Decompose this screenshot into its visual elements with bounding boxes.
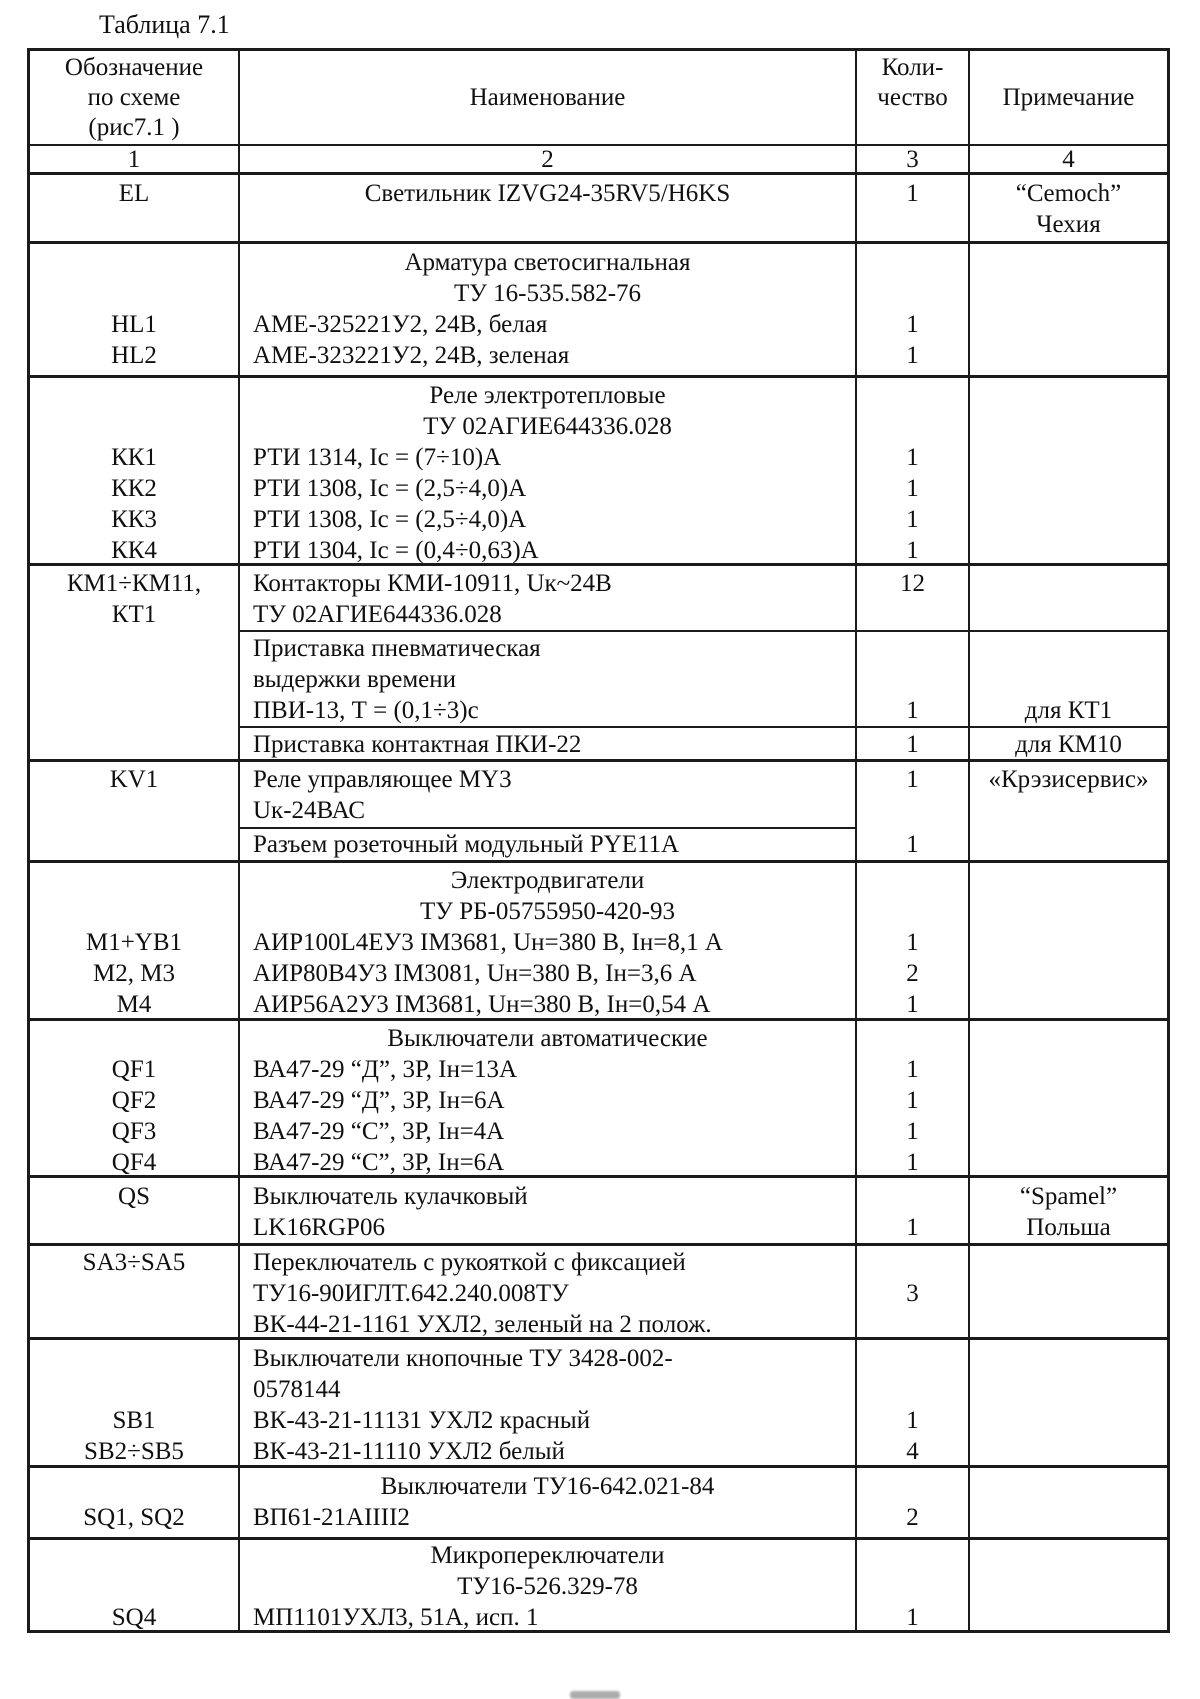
name-line: АМЕ-323221У2, 24В, зеленая xyxy=(253,342,570,369)
designation: EL xyxy=(118,180,150,207)
kv-subrows xyxy=(238,762,1167,860)
qty-value: 1 xyxy=(906,311,919,338)
name-cell xyxy=(240,632,855,726)
spacer-line xyxy=(30,1374,238,1405)
km-subrows xyxy=(238,566,1167,759)
designation: КМ1÷КМ11, xyxy=(66,570,202,597)
name-cell xyxy=(238,175,855,241)
designation: SQ1, SQ2 xyxy=(83,1504,185,1531)
designation: КК1 xyxy=(111,444,157,471)
header-name-label: Наименование xyxy=(469,83,626,111)
col-number: 1 xyxy=(127,146,141,173)
qty-value: 3 xyxy=(906,1280,919,1307)
table-row-sq4 xyxy=(30,1537,1167,1630)
header-qty-line: чество xyxy=(877,84,948,111)
group-title: Арматура светосигнальная xyxy=(404,249,691,276)
qty-value: 12 xyxy=(900,570,925,597)
name-cell xyxy=(238,1340,855,1465)
col-number-cell xyxy=(30,146,238,172)
designation-cell xyxy=(30,1468,238,1537)
qty-value: 1 xyxy=(906,180,919,207)
qty-value: 1 xyxy=(906,731,919,758)
designation: KV1 xyxy=(109,766,159,793)
col-number: 2 xyxy=(541,146,554,173)
name-line: Контакторы КМИ-10911, Uк~24В xyxy=(253,570,612,597)
designation-cell xyxy=(30,1246,238,1337)
note-cell xyxy=(968,1468,1167,1537)
name-line: выдержки времени xyxy=(253,666,457,693)
note-cell xyxy=(968,762,1167,827)
group-subtitle: ТУ16-526.329-78 xyxy=(457,1573,638,1600)
designation-cell xyxy=(30,1340,238,1465)
kv-relay-subrow xyxy=(240,762,1167,827)
spacer-line xyxy=(857,865,968,896)
spacer-line xyxy=(30,380,238,411)
table-row-qs xyxy=(30,1175,1167,1243)
designation-cell xyxy=(30,175,238,241)
spacer-line xyxy=(30,1023,238,1054)
qty-cell xyxy=(855,728,968,759)
header-name-cell xyxy=(238,51,855,144)
name-line: ВК-43-21-11110 УХЛ2 белый xyxy=(253,1438,565,1465)
name-line: РТИ 1314, Iс = (7÷10)А xyxy=(253,444,502,471)
qty-value: 4 xyxy=(906,1438,919,1465)
qty-value: 1 xyxy=(906,444,919,471)
name-line: Приставка контактная ПКИ-22 xyxy=(253,731,582,758)
qty-value: 1 xyxy=(906,475,919,502)
qty-cell xyxy=(855,863,968,1018)
name-line: ВА47-29 “Д”, 3Р, Iн=6А xyxy=(253,1087,505,1114)
header-qty-cell xyxy=(855,51,968,144)
table-row-kk xyxy=(30,375,1167,563)
designation: М4 xyxy=(116,991,152,1018)
designation-cell xyxy=(30,244,238,375)
spacer-line xyxy=(857,380,968,411)
spacer-line xyxy=(857,633,968,664)
group-title: Реле электротепловые xyxy=(429,382,666,409)
qty-value: 1 xyxy=(906,1214,919,1241)
note-line: «Крэзисервис» xyxy=(988,766,1149,793)
header-designation-line: по схеме xyxy=(87,84,181,111)
spacer-line xyxy=(30,1471,238,1502)
table-row-sa xyxy=(30,1243,1167,1337)
name-line: АИР56А2У3 IМ3681, Uн=380 В, Iн=0,54 А xyxy=(253,991,711,1018)
name-line: ТУ 02АГИЕ644336.028 xyxy=(253,601,502,628)
spacer-line xyxy=(970,633,1167,664)
name-cell xyxy=(238,1540,855,1630)
name-cell xyxy=(238,1468,855,1537)
col-number-cell xyxy=(855,146,968,172)
spacer-line xyxy=(857,1571,968,1602)
column-numbers-row xyxy=(30,144,1167,172)
col-number: 3 xyxy=(906,146,919,173)
name-line: ПВИ-13, Т = (0,1÷3)с xyxy=(253,697,479,724)
group-title: Выключатели ТУ16-642.021-84 xyxy=(380,1473,715,1500)
table-caption: Таблица 7.1 xyxy=(99,10,230,39)
qty-cell xyxy=(855,175,968,241)
name-line: РТИ 1304, Iс = (0,4÷0,63)А xyxy=(253,537,539,564)
spacer-line xyxy=(857,411,968,442)
name-cell xyxy=(238,1021,855,1175)
qty-cell xyxy=(855,762,968,827)
spacer-line xyxy=(30,865,238,896)
qty-cell xyxy=(855,1468,968,1537)
designation: HL1 xyxy=(111,311,157,338)
note-line: Польша xyxy=(1026,1214,1111,1241)
designation: SB2÷SB5 xyxy=(84,1438,184,1465)
table-row-el xyxy=(30,172,1167,241)
designation: SA3÷SA5 xyxy=(82,1249,186,1276)
table-row-hl xyxy=(30,241,1167,375)
col-number-cell xyxy=(238,146,855,172)
spacer-line xyxy=(30,278,238,309)
name-line: Реле управляющее MY3 xyxy=(253,766,512,793)
name-line: ВА47-29 “Д”, 3Р, Iн=13А xyxy=(253,1056,518,1083)
qty-cell xyxy=(855,1178,968,1243)
note-cell xyxy=(968,1340,1167,1465)
designation-cell xyxy=(30,1540,238,1630)
spacer-line xyxy=(857,278,968,309)
qty-cell xyxy=(855,827,968,860)
name-line: ВК-43-21-11131 УХЛ2 красный xyxy=(253,1407,591,1434)
spacer-line xyxy=(857,1247,968,1278)
note-line: для КМ10 xyxy=(1015,731,1122,758)
spacer-line xyxy=(857,1471,968,1502)
header-qty-line: Коли- xyxy=(881,54,944,81)
note-cell xyxy=(968,244,1167,375)
note-cell xyxy=(968,1540,1167,1630)
designation: HL2 xyxy=(111,342,157,369)
name-line: РТИ 1308, Iс = (2,5÷4,0)А xyxy=(253,475,527,502)
spacer-line xyxy=(857,896,968,927)
note-cell xyxy=(968,566,1167,630)
qty-value: 1 xyxy=(906,1087,919,1114)
name-cell xyxy=(238,863,855,1018)
designation-cell xyxy=(30,762,238,860)
col-number: 4 xyxy=(1062,146,1075,173)
group-subtitle: ТУ 02АГИЕ644336.028 xyxy=(423,413,672,440)
group-title: Выключатели кнопочные ТУ 3428-002- xyxy=(253,1345,673,1372)
note-line: для КТ1 xyxy=(1024,697,1113,724)
spacer-line xyxy=(30,896,238,927)
name-cell xyxy=(240,762,855,827)
kv-socket-subrow xyxy=(240,827,1167,860)
spacer-line xyxy=(30,1343,238,1374)
note-line: “Cemoch” xyxy=(1015,180,1122,207)
qty-value: 1 xyxy=(906,929,919,956)
note-cell xyxy=(968,863,1167,1018)
name-line: Разъем розеточный модульный PYE11A xyxy=(253,831,680,858)
designation-cell xyxy=(30,863,238,1018)
name-line: LK16RGP06 xyxy=(253,1214,385,1241)
spacer-line xyxy=(857,1023,968,1054)
name-line: АМЕ-325221У2, 24В, белая xyxy=(253,311,548,338)
header-note-cell xyxy=(968,51,1167,144)
page-number-partial xyxy=(570,1691,620,1699)
km-pneumatic-subrow xyxy=(240,630,1167,726)
designation: SQ4 xyxy=(111,1604,157,1631)
designation-cell xyxy=(30,566,238,759)
designation-cell xyxy=(30,378,238,563)
qty-value: 1 xyxy=(906,1407,919,1434)
spacer-line xyxy=(857,664,968,695)
qty-cell xyxy=(855,378,968,563)
designation: КТ1 xyxy=(111,601,157,628)
name-line: Uк-24ВАС xyxy=(253,797,366,824)
designation: SB1 xyxy=(112,1407,156,1434)
spacer-line xyxy=(970,664,1167,695)
name-line: РТИ 1308, Iс = (2,5÷4,0)А xyxy=(253,506,527,533)
qty-cell xyxy=(855,566,968,630)
designation: КК3 xyxy=(111,506,157,533)
group-subtitle: ТУ 16-535.582-76 xyxy=(453,280,642,307)
designation-cell xyxy=(30,1178,238,1243)
designation: QF2 xyxy=(111,1087,157,1114)
name-cell xyxy=(238,378,855,563)
spacer-line xyxy=(857,1540,968,1571)
note-cell xyxy=(968,728,1167,759)
qty-value: 1 xyxy=(906,1118,919,1145)
spacer-line xyxy=(857,1343,968,1374)
group-title: Электродвигатели xyxy=(450,867,645,894)
group-title: Выключатели автоматические xyxy=(387,1025,708,1052)
name-cell xyxy=(240,566,855,630)
name-line: ТУ16-90ИГЛТ.642.240.008ТУ xyxy=(253,1280,569,1307)
name-line: ВК-44-21-1161 УХЛ2, зеленый на 2 полож. xyxy=(253,1311,712,1338)
note-cell xyxy=(968,1178,1167,1243)
qty-value: 1 xyxy=(906,766,919,793)
designation: М2, М3 xyxy=(93,960,175,987)
qty-cell xyxy=(855,1340,968,1465)
qty-value: 1 xyxy=(906,1604,919,1631)
qty-value: 1 xyxy=(906,831,919,858)
qty-cell xyxy=(855,1540,968,1630)
name-line: Приставка пневматическая xyxy=(253,635,541,662)
qty-value: 1 xyxy=(906,1056,919,1083)
designation: QS xyxy=(118,1183,150,1210)
group-title: Микропереключатели xyxy=(430,1542,665,1569)
name-line: Переключатель с рукояткой с фиксацией xyxy=(253,1249,686,1276)
table-header-row xyxy=(30,51,1167,144)
spacer-line xyxy=(30,247,238,278)
note-cell xyxy=(968,1021,1167,1175)
name-cell xyxy=(238,1178,855,1243)
note-line: “Spamel” xyxy=(1019,1183,1118,1210)
km-contact-subrow xyxy=(240,726,1167,759)
qty-value: 1 xyxy=(906,537,919,564)
name-line: ВП61-21АIIII2 xyxy=(253,1504,410,1531)
spacer-line xyxy=(857,1181,968,1212)
designation: QF4 xyxy=(111,1149,157,1176)
note-cell xyxy=(968,632,1167,726)
header-designation-line: Обозначение xyxy=(64,54,204,81)
qty-value: 1 xyxy=(906,506,919,533)
name-cell xyxy=(240,728,855,759)
spacer-line xyxy=(857,1374,968,1405)
qty-cell xyxy=(855,632,968,726)
qty-value: 2 xyxy=(906,960,919,987)
name-line: АИР80В4У3 IМ3081, Uн=380 В, Iн=3,6 А xyxy=(253,960,697,987)
qty-cell xyxy=(855,1246,968,1337)
table-row-sq12 xyxy=(30,1465,1167,1537)
table-row-qf xyxy=(30,1018,1167,1175)
table-row-motors xyxy=(30,860,1167,1018)
components-table xyxy=(27,48,1170,1633)
table-row-km xyxy=(30,563,1167,759)
qty-cell xyxy=(855,244,968,375)
designation: QF3 xyxy=(111,1118,157,1145)
note-cell xyxy=(968,827,1167,860)
name-line: Выключатель кулачковый xyxy=(253,1183,528,1210)
qty-value: 1 xyxy=(906,991,919,1018)
group-subtitle: 0578144 xyxy=(253,1376,341,1403)
designation-cell xyxy=(30,1021,238,1175)
header-designation-cell xyxy=(30,51,238,144)
col-number-cell xyxy=(968,146,1167,172)
name-line: МП1101УХЛ3, 51А, исп. 1 xyxy=(253,1604,539,1631)
qty-value: 1 xyxy=(906,1149,919,1176)
table-row-sb xyxy=(30,1337,1167,1465)
name-line: АИР100L4ЕУ3 IМ3681, Uн=380 В, Iн=8,1 А xyxy=(253,929,723,956)
note-cell xyxy=(968,378,1167,563)
spacer-line xyxy=(30,411,238,442)
note-line: Чехия xyxy=(1036,211,1101,238)
header-designation-line: (рис7.1 ) xyxy=(88,114,180,141)
table-row-kv xyxy=(30,759,1167,860)
note-cell xyxy=(968,1246,1167,1337)
designation: М1+YВ1 xyxy=(85,929,183,956)
qty-value: 2 xyxy=(906,1504,919,1531)
qty-value: 1 xyxy=(906,342,919,369)
qty-value: 1 xyxy=(906,697,919,724)
name-cell xyxy=(238,244,855,375)
spacer-line xyxy=(857,247,968,278)
spacer-line xyxy=(30,1540,238,1571)
designation: QF1 xyxy=(111,1056,157,1083)
name-line: ВА47-29 “С”, 3Р, Iн=4А xyxy=(253,1118,505,1145)
header-note-label: Примечание xyxy=(1002,83,1135,111)
spacer-line xyxy=(30,1571,238,1602)
name-cell xyxy=(240,827,855,860)
name-line: ВА47-29 “С”, 3Р, Iн=6А xyxy=(253,1149,505,1176)
designation: КК4 xyxy=(111,537,157,564)
group-subtitle: ТУ РБ-05755950-420-93 xyxy=(420,898,675,925)
name-line: Светильник IZVG24-35RV5/H6KS xyxy=(364,180,731,207)
km-contactors-subrow xyxy=(240,566,1167,630)
qty-cell xyxy=(855,1021,968,1175)
note-cell xyxy=(968,175,1167,241)
designation: КК2 xyxy=(111,475,157,502)
name-cell xyxy=(238,1246,855,1337)
